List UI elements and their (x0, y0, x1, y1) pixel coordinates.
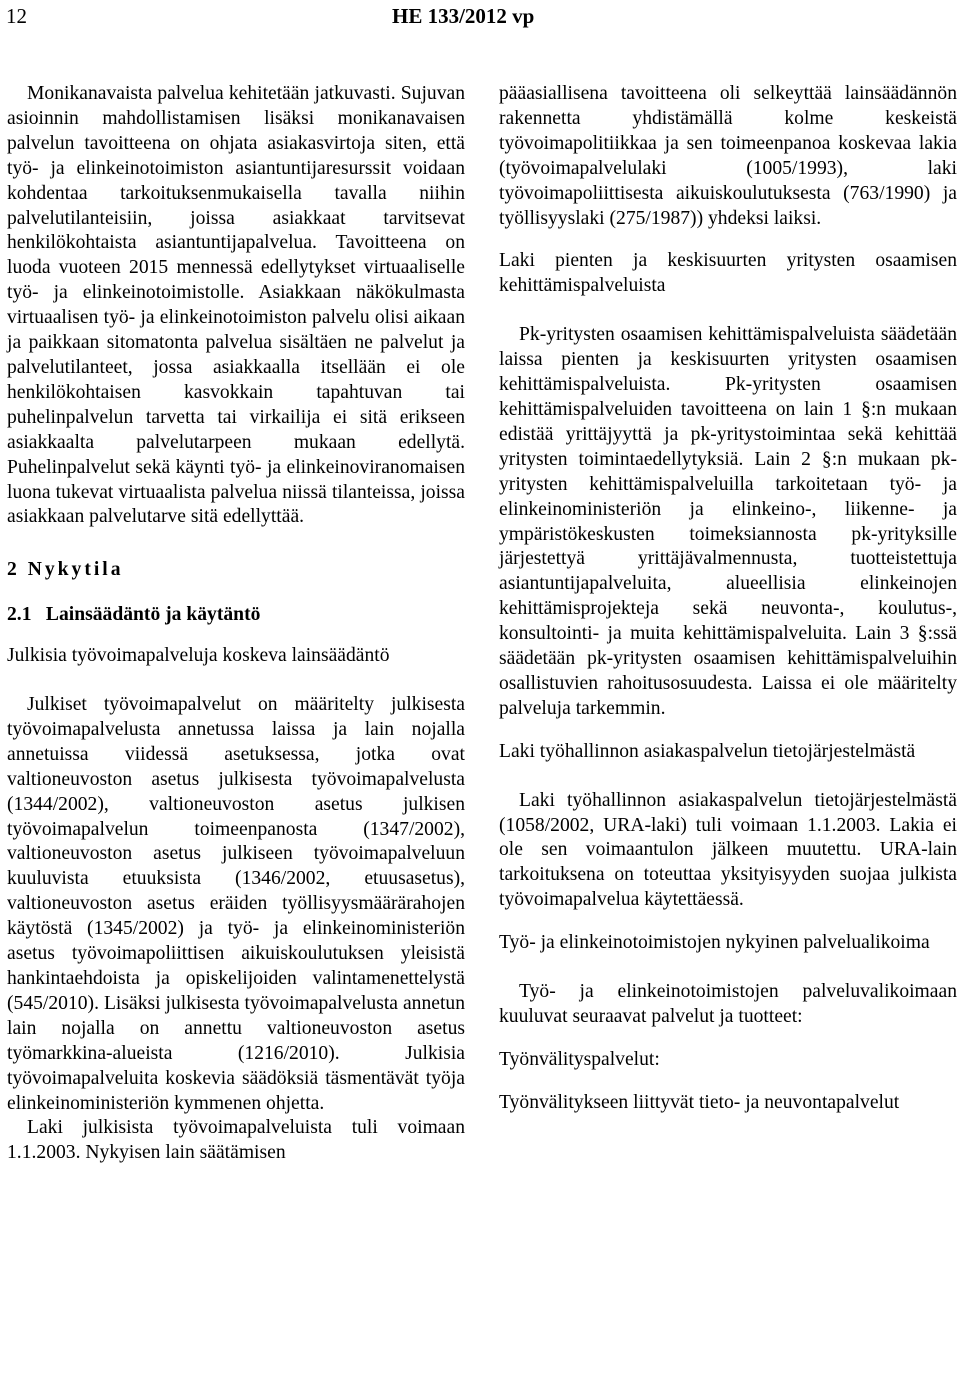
heading-sme-law: Laki pienten ja keskisuurten yritysten osaamisen kehittämispalveluista (499, 250, 957, 297)
page-header (0, 0, 960, 34)
document-id: HE 133/2012 vp (392, 4, 535, 28)
paragraph-service-range: Työ- ja elinkeinotoimistojen palveluvalikoimaan kuuluvat seuraavat palvelut ja tuotteet: (499, 981, 957, 1027)
left-column (7, 82, 465, 1166)
heading-job-placement: Työnvälityspalvelut: (499, 1048, 660, 1070)
subsection-title: Lainsäädäntö ja käytäntö (45, 604, 261, 626)
section-heading: 2 Nykytila (7, 559, 124, 581)
right-column (499, 82, 957, 1116)
subsection-number: 2.1 (7, 604, 32, 626)
subsection-heading (7, 603, 465, 628)
paragraph-multichannel (7, 82, 465, 530)
paragraph-job-placement-info: Työnvälitykseen liittyvät tieto- ja neuvontapalvelut (499, 1091, 900, 1113)
paragraph-ura-law: Laki työhallinnon asiakaspalvelun tietojärjestelmästä (1058/2002, URA-laki) tuli voimaan 1.1.2003. Lakia ei ole sen voimaantulon jälkeen muutettu. URA-lain tarkoituksena on toteuttaa yksityisyyden suojaa julkista työvoimapalvelua käytettäessä. (499, 789, 957, 911)
paragraph-sme-services: Pk-yritysten osaamisen kehittämispalveluista säädetään laissa pienten ja keskisuurten yritysten osaamisen kehittämispalveluista. Pk-yritysten osaamisen kehittämispalveluiden tavoitteena on lain 1 §:n mukaan edistää yrittäjyyttä ja pk-yritystoimintaa sekä kehittää yritysten toimintaedellytyksiä. Lain 2 §:n mukaan pk-yritysten kehittämispalveluilla tarkoitetaan työ- ja elinkeinoministeriön ja elinkeino-, liikenne- ja ympäristökeskusten toimeksiannosta pk-yrityksille järjestettyä yrittäjävalmennusta, tuotteistettuja asiantuntijapalveluita, alueellisia elinkeinojen kehittämisprojekteja sekä neuvonta-, koulutus-, konsultointi- ja muita kehittämispalveluita. Lain 3 §:ssä säädetään pk-yritysten osaamisen kehittämispalveluihin osallistuvien rahoitusosuudesta. Laissa ei ole määritelty palveluja tarkemmin. (499, 324, 957, 719)
paragraph-public-services: Julkiset työvoimapalvelut on määritelty julkisesta työvoimapalvelusta annetussa laissa ja lain nojalla annetuissa viidessä asetuksessa, jotka ovat valtioneuvoston asetus julkisesta työvoimapalvelusta (1344/2002), valtioneuvoston asetus julkisen työvoimapalvelun toimeenpanosta (1347/2002), valtioneuvoston asetus julkiseen työvoimapalveluun kuuluvista etuuksista (1346/2002, etuusasetus), valtioneuvoston asetus eräiden työllisyysmäärärahojen käytöstä (1345/2002) ja työ- ja elinkeinoministeriön asetus työvoimapoliittisen aikuiskoulutuksen yleisistä hankintaehdoista ja opiskelijoiden valintamenettelystä (545/2010). Lisäksi julkisesta työvoimapalvelusta annetun lain nojalla on annettu valtioneuvoston asetus työmarkkina-alueista (1216/2010). Julkisia työvoimapalveluita koskevia säädöksiä täsmentävät työja elinkeinoministeriön kymmenen ohjetta. (7, 694, 465, 1114)
text-customer-view: Asiakkaan näkökulmasta virtuaalisen työ- ja elinkeinotoimiston palvelu olisi aikaan ja paikkaan sitomatonta palvelua sisältäen ne palvelut ja palvelutilanteet, jossa asiakkaalla itsellään ei ole henkilökohtaisen kasvokkain tapahtuvan tai puhelinpalvelun tarvetta tai virkailija ei sitä erikseen asiakkaalta palvelutarpeen mukaan edellytä. Puhelinpalvelut sekä käynti työ- ja elinkeinoviranomaisen luona tukevat virtuaalista palvelua niissä tilanteissa, joissa asiakkaan palvelutarve sitä edellyttää. (7, 282, 465, 528)
heading-public-employment-legislation: Julkisia työvoimapalveluja koskeva lainsäädäntö (7, 645, 390, 667)
paragraph-law-entry: Laki julkisista työvoimapalveluista tuli voimaan 1.1.2003. Nykyisen lain säätämisen (7, 1117, 465, 1164)
heading-service-range: Työ- ja elinkeinotoimistojen nykyinen palvelualikoima (499, 932, 930, 954)
text-goal-2015: Tavoitteena on luoda vuoteen 2015 mennessä edellytykset virtuaaliselle työ- ja elinkeinotoimistolle. (7, 232, 465, 304)
paragraph-law-aim: pääasiallisena tavoitteena oli selkeyttää lainsäädännön rakennetta yhdistämällä kolme keskeistä työvoimapolitiikkaa ja sen toimeenpanoa koskevaa lakia (työvoimapalvelulaki (1005/1993), laki työvoimapoliittisesta aikuiskoulutuksesta (763/1990) ja työllisyyslaki (275/1987)) yhdeksi laiksi. (499, 83, 957, 229)
page-number: 12 (6, 4, 27, 28)
text-multichannel: Monikanavaista palvelua kehitetään jatkuvasti. Sujuvan asioinnin mahdollistamisen lisäksi monikanavaisen palvelun tavoitteena on ohjata asiakasvirtoja siten, että työ- ja elinkeinotoimiston asiantuntijaresurssit voidaan kohdentaa tarkoituksenmukaisella tavalla niihin palvelutilanteisiin, joissa asiakkaat tarvitsevat henkilökohtaista asiantuntijapalvelua. (7, 83, 465, 254)
heading-ura-law: Laki työhallinnon asiakaspalvelun tietojärjestelmästä (499, 740, 916, 762)
